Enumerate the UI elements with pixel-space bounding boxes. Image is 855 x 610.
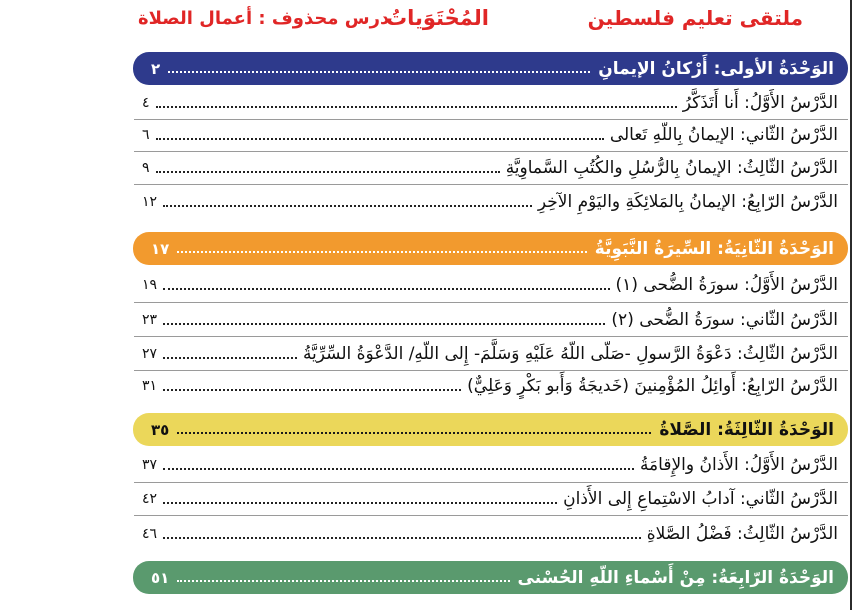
dot-leader xyxy=(177,574,509,582)
lesson-title: الدَّرْسُ الثّاني: الإيمانُ بِاللّهِ تَعالى xyxy=(609,125,838,145)
lesson-row xyxy=(142,272,838,298)
lesson-page-number: ٤٢ xyxy=(142,491,158,507)
dot-leader xyxy=(163,350,297,359)
dot-leader xyxy=(163,461,634,470)
lesson-page-number: ٢٣ xyxy=(142,312,158,328)
lesson-row xyxy=(142,122,838,148)
lesson-page-number: ٢٧ xyxy=(142,346,158,362)
row-divider xyxy=(134,184,848,185)
row-divider xyxy=(134,302,848,303)
lesson-row xyxy=(142,90,838,116)
lesson-title: الدَّرْسُ الثّالِثُ: فَضْلُ الصَّلاةِ xyxy=(646,524,838,544)
lesson-title: الدَّرْسُ الأَوَّلُ: سورَةُ الضُّحى (١) xyxy=(615,275,838,295)
dot-leader xyxy=(163,281,609,290)
lesson-page-number: ٣١ xyxy=(142,378,158,394)
lesson-page-number: ٤٦ xyxy=(142,526,158,542)
dot-leader xyxy=(163,530,641,539)
unit-page-number: ١٧ xyxy=(151,239,170,258)
lesson-row xyxy=(142,189,838,215)
lesson-page-number: ٣٧ xyxy=(142,457,158,473)
unit-title: الوَحْدَةُ الثّانِيَةُ: السِّيرَةُ النَّبَوِيَّةُ xyxy=(594,238,834,259)
deleted-lesson-note: درس محذوف : أعمال الصلاة xyxy=(138,8,390,29)
lesson-title: الدَّرْسُ الأَوَّلُ: الأَذانُ والإِقامَةُ xyxy=(639,455,838,475)
page-title: المُحْتَوَياتُ xyxy=(386,6,489,30)
lesson-title: الدَّرْسُ الرّابِعُ: الإيمانُ بِالمَلائِكَةِ واليَوْمِ الآخِرِ xyxy=(537,192,838,212)
dot-leader xyxy=(163,382,461,391)
site-name: ملتقى تعليم فلسطين xyxy=(587,6,803,30)
unit-page-number: ٢ xyxy=(151,59,161,78)
lesson-title: الدَّرْسُ الرّابِعُ: أَوائِلُ المُؤْمِنينَ (خَديجَةُ وَأَبو بَكْرٍ وَعَلِيٌّ) xyxy=(467,376,838,396)
row-divider xyxy=(134,370,848,371)
row-divider xyxy=(134,336,848,337)
dot-leader xyxy=(163,495,557,504)
unit-page-number: ٣٥ xyxy=(151,420,170,439)
lesson-row xyxy=(142,452,838,478)
row-divider xyxy=(134,151,848,152)
dot-leader xyxy=(163,198,532,207)
dot-leader xyxy=(168,65,590,73)
lesson-row xyxy=(142,486,838,512)
lesson-page-number: ٦ xyxy=(142,127,150,143)
lesson-title: الدَّرْسُ الثّاني: سورَةُ الضُّحى (٢) xyxy=(611,310,838,330)
lesson-page-number: ٩ xyxy=(142,160,150,176)
dot-leader xyxy=(156,164,500,173)
lesson-page-number: ١٩ xyxy=(142,277,158,293)
dot-leader xyxy=(177,245,586,253)
lesson-title: الدَّرْسُ الأَوَّلُ: أَنا أَتَذَكَّرُ xyxy=(682,93,838,113)
page-border xyxy=(850,0,852,610)
unit-header xyxy=(133,232,848,265)
unit-page-number: ٥١ xyxy=(151,568,170,587)
lesson-row xyxy=(142,521,838,547)
unit-header xyxy=(133,413,848,446)
unit-header xyxy=(133,52,848,85)
lesson-title: الدَّرْسُ الثّالِثُ: الإيمانُ بِالرُّسُلِ والكُتُبِ السَّماوِيَّةِ xyxy=(505,158,838,178)
lesson-title: الدَّرْسُ الثّاني: آدابُ الاسْتِماعِ إِلى الأَذانِ xyxy=(563,489,838,509)
dot-leader xyxy=(156,131,604,140)
row-divider xyxy=(134,119,848,120)
unit-title: الوَحْدَةُ الرّابِعَةُ: مِنْ أَسْماءِ اللّهِ الحُسْنى xyxy=(517,567,834,588)
lesson-title: الدَّرْسُ الثّالِثُ: دَعْوَةُ الرَّسولِ -صَلّى اللّهُ عَلَيْهِ وَسَلَّمَ- إِلى اللّهِ/ الدَّعْوَةُ السِّرِّيَّةُ xyxy=(302,344,838,364)
lesson-row xyxy=(142,155,838,181)
lesson-row xyxy=(142,307,838,333)
dot-leader xyxy=(177,426,651,434)
lesson-row xyxy=(142,341,838,367)
unit-title: الوَحْدَةُ الثّالِثَةُ: الصَّلاةُ xyxy=(659,419,834,440)
lesson-page-number: ٤ xyxy=(142,95,150,111)
dot-leader xyxy=(156,99,677,108)
lesson-row xyxy=(142,373,838,399)
unit-header xyxy=(133,561,848,594)
lesson-page-number: ١٢ xyxy=(142,194,158,210)
row-divider xyxy=(134,482,848,483)
row-divider xyxy=(134,515,848,516)
dot-leader xyxy=(163,316,605,325)
unit-title: الوَحْدَةُ الأولى: أَرْكانُ الإيمانِ xyxy=(598,58,834,79)
